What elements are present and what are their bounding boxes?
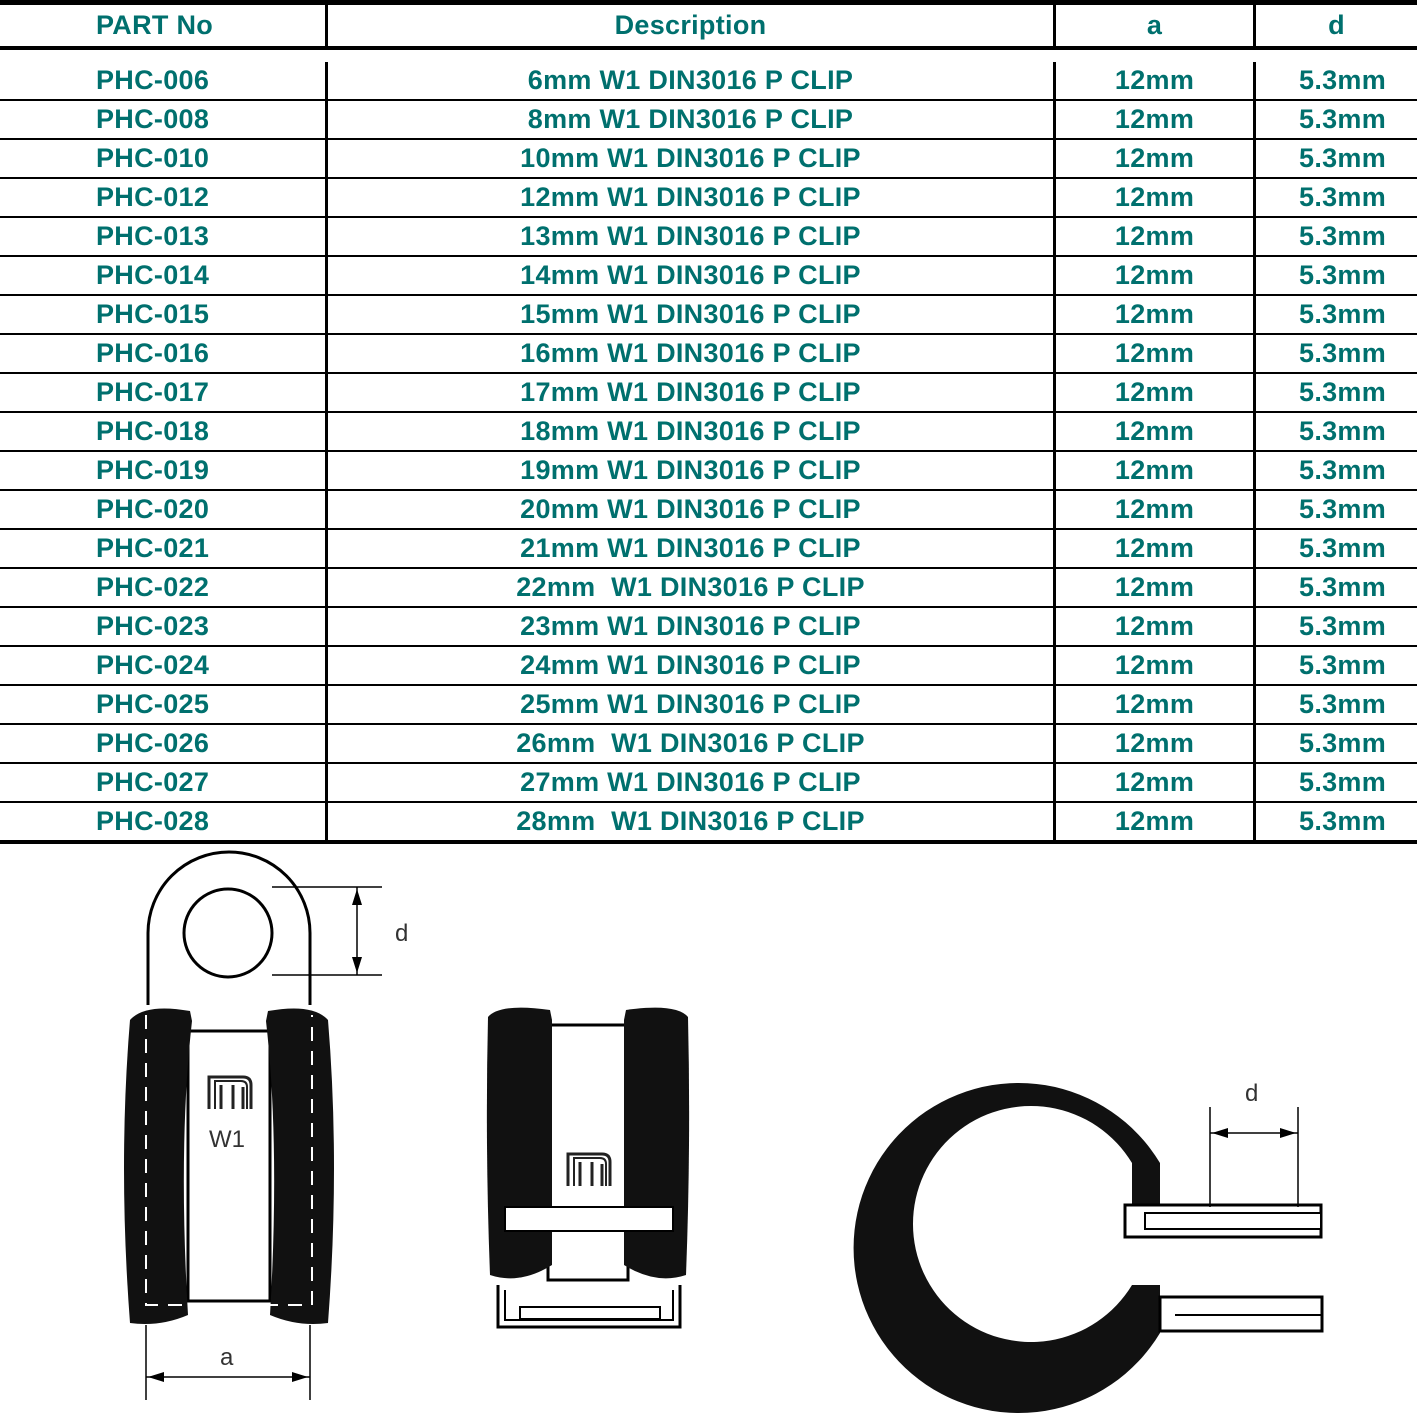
cell-part-no: PHC-014 [0, 257, 328, 294]
cell-description: 24mm W1 DIN3016 P CLIP [328, 647, 1056, 684]
technical-drawing [0, 845, 1417, 1417]
cell-part-no: PHC-027 [0, 764, 328, 801]
cell-d: 5.3mm [1299, 767, 1387, 797]
cell-a: 12mm [1056, 530, 1256, 567]
table-row [0, 50, 1417, 101]
table-row [0, 686, 1417, 725]
cell-d: 5.3mm [1299, 728, 1387, 758]
cell-a: 12mm [1056, 608, 1256, 645]
table-row [0, 335, 1417, 374]
table-row [0, 530, 1417, 569]
cell-description: 8mm W1 DIN3016 P CLIP [328, 101, 1056, 138]
cell-part-no: PHC-022 [0, 569, 328, 606]
cell-description: 6mm W1 DIN3016 P CLIP [328, 62, 1056, 99]
profile-view [844, 1072, 1322, 1413]
cell-part-no: PHC-016 [0, 335, 328, 372]
cell-a: 12mm [1056, 413, 1256, 450]
cell-a: 12mm [1056, 101, 1256, 138]
cell-d: 5.3mm [1299, 221, 1387, 251]
cell-description: 22mm W1 DIN3016 P CLIP [328, 569, 1056, 606]
table-row [0, 101, 1417, 140]
clip-drawing-svg [0, 845, 1417, 1417]
cell-description: 13mm W1 DIN3016 P CLIP [328, 218, 1056, 255]
cell-description: 19mm W1 DIN3016 P CLIP [328, 452, 1056, 489]
cell-part-no: PHC-010 [0, 140, 328, 177]
cell-a: 12mm [1056, 764, 1256, 801]
cell-d: 5.3mm [1299, 377, 1387, 407]
cell-description: 12mm W1 DIN3016 P CLIP [328, 179, 1056, 216]
cell-part-no: PHC-013 [0, 218, 328, 255]
cell-a: 12mm [1056, 803, 1256, 840]
cell-d: 5.3mm [1299, 182, 1387, 212]
table-row [0, 803, 1417, 844]
dim-d-label: d [395, 920, 409, 947]
cell-a: 12mm [1056, 296, 1256, 333]
cell-description: 27mm W1 DIN3016 P CLIP [328, 764, 1056, 801]
cell-description: 14mm W1 DIN3016 P CLIP [328, 257, 1056, 294]
header-description: Description [328, 5, 1056, 46]
cell-d: 5.3mm [1299, 65, 1387, 95]
table-header [0, 5, 1417, 46]
table-row [0, 257, 1417, 296]
cell-a: 12mm [1056, 374, 1256, 411]
cell-part-no: PHC-017 [0, 374, 328, 411]
cell-d: 5.3mm [1299, 806, 1387, 836]
cell-description: 23mm W1 DIN3016 P CLIP [328, 608, 1056, 645]
table-row [0, 218, 1417, 257]
cell-description: 10mm W1 DIN3016 P CLIP [328, 140, 1056, 177]
mount-hole [184, 889, 272, 977]
header-a: a [1056, 5, 1256, 46]
side-view [487, 1008, 689, 1327]
cell-d: 5.3mm [1299, 416, 1387, 446]
cell-description: 26mm W1 DIN3016 P CLIP [328, 725, 1056, 762]
cell-description: 21mm W1 DIN3016 P CLIP [328, 530, 1056, 567]
cell-a: 12mm [1056, 647, 1256, 684]
table-row [0, 647, 1417, 686]
header-part-no: PART No [0, 5, 328, 46]
cell-a: 12mm [1056, 569, 1256, 606]
table-row [0, 452, 1417, 491]
cell-part-no: PHC-023 [0, 608, 328, 645]
cell-description: 17mm W1 DIN3016 P CLIP [328, 374, 1056, 411]
cell-description: 25mm W1 DIN3016 P CLIP [328, 686, 1056, 723]
cell-d: 5.3mm [1299, 533, 1387, 563]
table-body [0, 50, 1417, 844]
cell-part-no: PHC-025 [0, 686, 328, 723]
cell-part-no: PHC-019 [0, 452, 328, 489]
cell-d: 5.3mm [1299, 494, 1387, 524]
table-row [0, 140, 1417, 179]
cell-a: 12mm [1056, 257, 1256, 294]
cell-a: 12mm [1056, 140, 1256, 177]
cell-description: 28mm W1 DIN3016 P CLIP [328, 803, 1056, 840]
cell-d: 5.3mm [1299, 104, 1387, 134]
cell-part-no: PHC-026 [0, 725, 328, 762]
cell-part-no: PHC-006 [0, 62, 328, 99]
table-row [0, 764, 1417, 803]
table-row [0, 608, 1417, 647]
cell-a: 12mm [1056, 218, 1256, 255]
cell-a: 12mm [1056, 725, 1256, 762]
cell-d: 5.3mm [1299, 143, 1387, 173]
cell-a: 12mm [1056, 452, 1256, 489]
table-row [0, 179, 1417, 218]
dim-a-label: a [220, 1344, 234, 1371]
cell-part-no: PHC-020 [0, 491, 328, 528]
cell-d: 5.3mm [1299, 260, 1387, 290]
cell-a: 12mm [1056, 62, 1256, 99]
cell-part-no: PHC-015 [0, 296, 328, 333]
cell-a: 12mm [1056, 491, 1256, 528]
cell-d: 5.3mm [1299, 572, 1387, 602]
cell-d: 5.3mm [1299, 455, 1387, 485]
cell-d: 5.3mm [1299, 611, 1387, 641]
w1-marking: W1 [209, 1126, 245, 1153]
table-row [0, 491, 1417, 530]
cell-part-no: PHC-008 [0, 101, 328, 138]
cell-a: 12mm [1056, 686, 1256, 723]
front-view [124, 852, 408, 1400]
cell-a: 12mm [1056, 335, 1256, 372]
table-row [0, 413, 1417, 452]
cell-description: 15mm W1 DIN3016 P CLIP [328, 296, 1056, 333]
cell-d: 5.3mm [1299, 299, 1387, 329]
cell-description: 18mm W1 DIN3016 P CLIP [328, 413, 1056, 450]
cell-part-no: PHC-012 [0, 179, 328, 216]
cell-description: 16mm W1 DIN3016 P CLIP [328, 335, 1056, 372]
cell-part-no: PHC-028 [0, 803, 328, 840]
cell-a: 12mm [1056, 179, 1256, 216]
table-row [0, 374, 1417, 413]
table-row [0, 725, 1417, 764]
cell-part-no: PHC-018 [0, 413, 328, 450]
cell-d: 5.3mm [1299, 338, 1387, 368]
header-d: d [1328, 10, 1345, 40]
cell-d: 5.3mm [1299, 689, 1387, 719]
cell-d: 5.3mm [1299, 650, 1387, 680]
cell-description: 20mm W1 DIN3016 P CLIP [328, 491, 1056, 528]
cell-part-no: PHC-021 [0, 530, 328, 567]
profile-dim-d-label: d [1245, 1080, 1259, 1107]
table-row [0, 296, 1417, 335]
table-row [0, 569, 1417, 608]
cell-part-no: PHC-024 [0, 647, 328, 684]
